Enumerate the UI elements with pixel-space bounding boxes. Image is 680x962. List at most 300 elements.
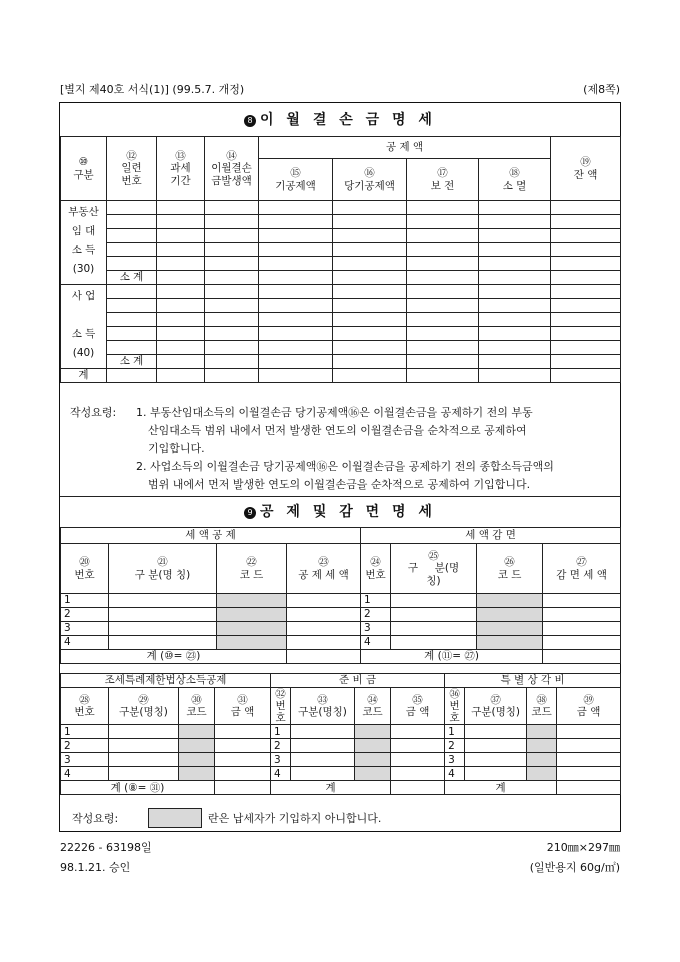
table-cell[interactable] bbox=[479, 369, 551, 383]
table-cell-label: 2 bbox=[271, 739, 291, 753]
reserved-cell bbox=[217, 594, 287, 608]
table-cell bbox=[271, 688, 291, 725]
text-label: ⑲ bbox=[580, 156, 591, 169]
text-label: 잔 액 bbox=[573, 168, 598, 181]
table-cell[interactable] bbox=[259, 201, 333, 215]
table-cell[interactable] bbox=[479, 201, 551, 215]
table-cell[interactable] bbox=[391, 636, 477, 650]
table-cell-label: 3 bbox=[61, 753, 109, 767]
table-cell[interactable] bbox=[465, 739, 527, 753]
table-cell[interactable] bbox=[109, 767, 179, 781]
text-label: ⑰ bbox=[437, 167, 448, 180]
table-cell bbox=[527, 688, 557, 725]
table-cell[interactable] bbox=[333, 355, 407, 369]
table-cell[interactable] bbox=[551, 243, 621, 257]
text-label: 과세 기간 bbox=[170, 162, 191, 187]
table-cell[interactable] bbox=[205, 215, 259, 229]
text-label: ㉘ bbox=[79, 694, 90, 707]
table-cell[interactable] bbox=[291, 767, 355, 781]
text-label: 코드 bbox=[186, 706, 207, 719]
table-cell-label: 4 bbox=[61, 636, 109, 650]
table-cell[interactable] bbox=[465, 725, 527, 739]
text-label: 구분 bbox=[73, 168, 94, 181]
table-cell[interactable] bbox=[107, 327, 157, 341]
table-cell[interactable] bbox=[407, 341, 479, 355]
text-label: 구 분(명 칭) bbox=[134, 568, 191, 581]
table-cell[interactable] bbox=[391, 594, 477, 608]
table-cell[interactable] bbox=[479, 215, 551, 229]
text-label: 1. 부동산임대소득의 이월결손금 당기공제액⑯은 이월결손금을 공제하기 전의 부동 bbox=[136, 406, 533, 419]
table-cell[interactable] bbox=[215, 739, 271, 753]
table-cell[interactable] bbox=[287, 594, 361, 608]
table-cell[interactable] bbox=[407, 243, 479, 257]
text-label: 코드 bbox=[362, 706, 383, 719]
table-cell[interactable] bbox=[205, 257, 259, 271]
footer-paper-type: (일반용지 60g/㎡) bbox=[529, 861, 620, 874]
table-cell[interactable] bbox=[543, 622, 621, 636]
table-cell[interactable] bbox=[157, 215, 205, 229]
table-cell[interactable] bbox=[215, 725, 271, 739]
text-label: ㉛ bbox=[237, 694, 248, 707]
text-label: ⑬ bbox=[175, 150, 186, 163]
table-cell-label: 1 bbox=[61, 725, 109, 739]
text-label: 번호 bbox=[275, 700, 286, 725]
text-label: 범위 내에서 먼저 발생한 연도의 이월결손금을 순차적으로 공제하여 기입합니다. bbox=[148, 478, 531, 491]
text-label: 소 멸 bbox=[502, 179, 527, 192]
table-cell[interactable] bbox=[157, 299, 205, 313]
table-cell[interactable] bbox=[287, 636, 361, 650]
table-cell[interactable] bbox=[407, 355, 479, 369]
table-cell[interactable] bbox=[205, 369, 259, 383]
text-label: ㉟ bbox=[412, 694, 423, 707]
table-cell[interactable] bbox=[333, 229, 407, 243]
table-cell[interactable] bbox=[465, 753, 527, 767]
reserved-cell bbox=[179, 753, 215, 767]
table-cell-label: 2 bbox=[361, 608, 391, 622]
table-cell[interactable] bbox=[157, 271, 205, 285]
table-cell[interactable] bbox=[407, 299, 479, 313]
table-cell[interactable] bbox=[543, 650, 621, 664]
table-cell[interactable] bbox=[259, 355, 333, 369]
table-cell bbox=[391, 544, 477, 594]
table-cell[interactable] bbox=[551, 271, 621, 285]
table-cell[interactable] bbox=[215, 781, 271, 795]
table-cell[interactable] bbox=[259, 299, 333, 313]
reserved-cell bbox=[217, 636, 287, 650]
table-cell-label: 3 bbox=[445, 753, 465, 767]
table-cell[interactable] bbox=[157, 229, 205, 243]
table-cell[interactable] bbox=[259, 313, 333, 327]
text-label: 감 면 세 액 bbox=[556, 568, 607, 581]
table-cell[interactable] bbox=[479, 299, 551, 313]
table-cell[interactable] bbox=[205, 243, 259, 257]
table-cell[interactable] bbox=[259, 271, 333, 285]
text-label: (30) bbox=[72, 263, 95, 275]
text-label: 번호 bbox=[449, 700, 460, 725]
col-loss bbox=[205, 137, 259, 201]
table-cell bbox=[445, 688, 465, 725]
table-cell[interactable] bbox=[205, 299, 259, 313]
table-cell[interactable] bbox=[407, 327, 479, 341]
table-cell[interactable] bbox=[259, 369, 333, 383]
table-cell[interactable] bbox=[543, 608, 621, 622]
table-cell[interactable] bbox=[333, 243, 407, 257]
text-label: 보 전 bbox=[430, 179, 455, 192]
text-label: ㉙ bbox=[138, 694, 149, 707]
subtotal-label-1: 소 계 bbox=[107, 271, 157, 285]
table-cell bbox=[557, 688, 621, 725]
table-cell[interactable] bbox=[205, 355, 259, 369]
table-cell[interactable] bbox=[259, 229, 333, 243]
table-cell[interactable] bbox=[157, 201, 205, 215]
table-cell[interactable] bbox=[205, 271, 259, 285]
tax-credit-header: 세 액 공 제 bbox=[61, 528, 361, 544]
table-cell[interactable] bbox=[391, 739, 445, 753]
table-cell[interactable] bbox=[479, 313, 551, 327]
table-cell[interactable] bbox=[479, 229, 551, 243]
table-cell-label: 4 bbox=[271, 767, 291, 781]
text-label: 기입합니다. bbox=[148, 442, 205, 455]
text-label: ⑳ bbox=[79, 556, 90, 569]
table-cell[interactable] bbox=[333, 201, 407, 215]
text-label: 구분(명칭) bbox=[471, 706, 520, 719]
table-cell-label: 1 bbox=[361, 594, 391, 608]
table-cell[interactable] bbox=[205, 285, 259, 299]
table-cell[interactable] bbox=[551, 257, 621, 271]
table-cell[interactable] bbox=[259, 257, 333, 271]
text-label: ㊳ bbox=[536, 694, 547, 707]
table-cell[interactable] bbox=[333, 313, 407, 327]
table-cell[interactable] bbox=[215, 767, 271, 781]
loss-carryforward-table bbox=[60, 136, 621, 383]
table-cell-label: 1 bbox=[61, 594, 109, 608]
table-cell[interactable] bbox=[157, 313, 205, 327]
table-cell[interactable] bbox=[215, 753, 271, 767]
table-cell[interactable] bbox=[479, 355, 551, 369]
reserved-cell bbox=[355, 739, 391, 753]
text-label: 코 드 bbox=[497, 568, 522, 581]
table-cell[interactable] bbox=[407, 369, 479, 383]
table-cell[interactable] bbox=[557, 781, 621, 795]
text-label: ㉞ bbox=[367, 694, 378, 707]
table-cell[interactable] bbox=[205, 313, 259, 327]
table-cell[interactable] bbox=[551, 285, 621, 299]
text-label: ㊲ bbox=[490, 694, 501, 707]
text-label: 번호 bbox=[74, 568, 95, 581]
reserved-cell bbox=[217, 608, 287, 622]
table-cell[interactable] bbox=[391, 753, 445, 767]
table-cell[interactable] bbox=[291, 739, 355, 753]
table-cell[interactable] bbox=[107, 369, 157, 383]
table-cell[interactable] bbox=[333, 271, 407, 285]
text-label: 구 분(명 칭) bbox=[407, 562, 460, 587]
table-cell[interactable] bbox=[479, 327, 551, 341]
table-cell[interactable] bbox=[107, 285, 157, 299]
table-cell bbox=[361, 544, 391, 594]
table-cell bbox=[109, 688, 179, 725]
table-cell[interactable] bbox=[333, 341, 407, 355]
section-9-note-label: 작성요령: bbox=[72, 812, 119, 825]
table-cell-label: 3 bbox=[361, 622, 391, 636]
group-business bbox=[61, 285, 107, 369]
gray-cell-sample bbox=[148, 808, 202, 828]
reserved-cell bbox=[527, 753, 557, 767]
text-label: 소 득 bbox=[71, 244, 96, 256]
col-extinct bbox=[479, 159, 551, 201]
table-cell-label: 4 bbox=[361, 636, 391, 650]
text-label: 코드 bbox=[531, 706, 552, 719]
table-cell[interactable] bbox=[157, 327, 205, 341]
reserved-cell bbox=[355, 753, 391, 767]
table-cell-label: 4 bbox=[61, 767, 109, 781]
reserved-cell bbox=[527, 725, 557, 739]
table-cell[interactable] bbox=[259, 243, 333, 257]
special-depreciation-header: 특 별 상 각 비 bbox=[445, 674, 621, 688]
table-cell[interactable] bbox=[333, 299, 407, 313]
text-label: 기공제액 bbox=[275, 179, 316, 192]
table-cell[interactable] bbox=[551, 201, 621, 215]
text-label: ㉗ bbox=[576, 556, 587, 569]
footer-paper-size: 210㎜×297㎜ bbox=[546, 841, 620, 854]
table-cell[interactable] bbox=[391, 781, 445, 795]
table-cell[interactable] bbox=[391, 608, 477, 622]
table-cell[interactable] bbox=[157, 285, 205, 299]
table-cell-label: 2 bbox=[445, 739, 465, 753]
table-cell[interactable] bbox=[551, 341, 621, 355]
table-cell[interactable] bbox=[551, 299, 621, 313]
table-cell[interactable] bbox=[557, 725, 621, 739]
table-cell[interactable] bbox=[205, 327, 259, 341]
table-cell[interactable] bbox=[333, 257, 407, 271]
table-cell[interactable] bbox=[109, 753, 179, 767]
text-label: ㉔ bbox=[370, 556, 381, 569]
text-label: ⑭ bbox=[226, 150, 237, 163]
section-9-number: 9 bbox=[244, 507, 256, 519]
table-cell[interactable] bbox=[259, 341, 333, 355]
section-8-number: 8 bbox=[244, 115, 256, 127]
table-cell-label: 4 bbox=[445, 767, 465, 781]
text-label: ㉝ bbox=[317, 694, 328, 707]
table-cell[interactable] bbox=[107, 257, 157, 271]
text-label: ⑩ bbox=[78, 156, 89, 169]
table-cell[interactable] bbox=[551, 313, 621, 327]
text-label: ⑱ bbox=[509, 167, 520, 180]
text-label: 금 액 bbox=[230, 706, 255, 719]
table-cell-label: 1 bbox=[445, 725, 465, 739]
table-cell[interactable] bbox=[551, 355, 621, 369]
total-label: 계 bbox=[61, 369, 107, 383]
table-cell[interactable] bbox=[407, 313, 479, 327]
form-id: [별지 제40호 서식(1)] (99.5.7. 개정) bbox=[60, 83, 245, 96]
col-gubun bbox=[61, 137, 107, 201]
text-label: 부동산 bbox=[68, 206, 99, 218]
table-cell[interactable] bbox=[465, 767, 527, 781]
table-cell[interactable] bbox=[407, 201, 479, 215]
text-label: 구분(명칭) bbox=[119, 706, 168, 719]
table-cell[interactable] bbox=[259, 327, 333, 341]
text-label: 공 제 및 감 면 명 세 bbox=[260, 504, 436, 520]
reserved-cell bbox=[355, 725, 391, 739]
table-cell[interactable] bbox=[557, 739, 621, 753]
reduction-total: 계 (⑪= ㉗) bbox=[361, 650, 543, 664]
text-label: 임 대 bbox=[71, 225, 96, 237]
text-label: 구분(명칭) bbox=[298, 706, 347, 719]
table-cell bbox=[477, 544, 543, 594]
table-cell[interactable] bbox=[259, 285, 333, 299]
table-cell[interactable] bbox=[107, 243, 157, 257]
table-cell[interactable] bbox=[557, 767, 621, 781]
footer-approval: 98.1.21. 승인 bbox=[60, 861, 131, 874]
text-label: 공 제 세 액 bbox=[298, 568, 349, 581]
table-cell bbox=[287, 544, 361, 594]
table-cell[interactable] bbox=[287, 608, 361, 622]
text-label: 산임대소득 범위 내에서 먼저 발생한 연도의 이월결손금을 순차적으로 공제하여 bbox=[148, 424, 527, 437]
table-cell[interactable] bbox=[109, 622, 217, 636]
col-curr bbox=[333, 159, 407, 201]
table-cell[interactable] bbox=[109, 725, 179, 739]
tax-reduction-header: 세 액 감 면 bbox=[361, 528, 621, 544]
table-cell[interactable] bbox=[407, 229, 479, 243]
table-cell bbox=[543, 544, 621, 594]
reserved-cell bbox=[477, 636, 543, 650]
reserve-header: 준 비 금 bbox=[271, 674, 445, 688]
group-realestate bbox=[61, 201, 107, 285]
text-label: ⑫ bbox=[126, 150, 137, 163]
table-cell bbox=[109, 544, 217, 594]
text-label: ⑮ bbox=[290, 167, 301, 180]
table-cell[interactable] bbox=[391, 622, 477, 636]
table-cell[interactable] bbox=[551, 215, 621, 229]
reserved-cell bbox=[179, 767, 215, 781]
table-cell-label: 3 bbox=[61, 622, 109, 636]
table-cell[interactable] bbox=[479, 243, 551, 257]
table-cell[interactable] bbox=[109, 636, 217, 650]
table-cell bbox=[61, 688, 109, 725]
special-dep-total: 계 bbox=[445, 781, 557, 795]
table-cell bbox=[179, 688, 215, 725]
table-cell bbox=[61, 544, 109, 594]
table-cell[interactable] bbox=[333, 369, 407, 383]
table-cell[interactable] bbox=[157, 341, 205, 355]
table-cell[interactable] bbox=[157, 243, 205, 257]
table-cell bbox=[465, 688, 527, 725]
section-9-title bbox=[60, 496, 620, 528]
credit-reduction-table bbox=[60, 527, 621, 664]
col-balance bbox=[551, 137, 621, 201]
text-label: ㉓ bbox=[318, 556, 329, 569]
table-cell[interactable] bbox=[157, 257, 205, 271]
table-cell[interactable] bbox=[333, 215, 407, 229]
table-cell[interactable] bbox=[107, 313, 157, 327]
text-label: 번호 bbox=[74, 706, 95, 719]
table-cell[interactable] bbox=[205, 341, 259, 355]
table-cell[interactable] bbox=[407, 215, 479, 229]
col-period bbox=[157, 137, 205, 201]
text-label: 코 드 bbox=[239, 568, 264, 581]
text-label: 당기공제액 bbox=[344, 179, 395, 192]
table-cell-label: 3 bbox=[271, 753, 291, 767]
table-cell[interactable] bbox=[333, 327, 407, 341]
table-cell[interactable] bbox=[407, 285, 479, 299]
section-8-title bbox=[60, 104, 620, 137]
table-cell[interactable] bbox=[109, 594, 217, 608]
table-cell[interactable] bbox=[287, 650, 361, 664]
text-label: 소 득 bbox=[71, 328, 96, 340]
text-label: 이 월 결 손 금 명 세 bbox=[260, 112, 436, 128]
table-cell[interactable] bbox=[205, 201, 259, 215]
subtotal-label-2: 소 계 bbox=[107, 355, 157, 369]
section-8-notes bbox=[60, 404, 620, 496]
table-cell[interactable] bbox=[205, 229, 259, 243]
table-cell[interactable] bbox=[551, 369, 621, 383]
footer-doc-no: 22226 - 63198일 bbox=[60, 841, 152, 854]
table-cell[interactable] bbox=[543, 636, 621, 650]
table-cell bbox=[355, 688, 391, 725]
table-cell[interactable] bbox=[479, 341, 551, 355]
table-cell[interactable] bbox=[109, 608, 217, 622]
reserved-cell bbox=[477, 594, 543, 608]
text-label: 2. 사업소득의 이월결손금 당기공제액⑯은 이월결손금을 공제하기 전의 종합소득금액의 bbox=[136, 460, 554, 473]
table-cell[interactable] bbox=[107, 341, 157, 355]
text-label: 번호 bbox=[365, 568, 386, 581]
text-label: ㉑ bbox=[157, 556, 168, 569]
reserved-cell bbox=[179, 739, 215, 753]
table-cell bbox=[215, 688, 271, 725]
table-cell[interactable] bbox=[557, 753, 621, 767]
section-9-note-text: 란은 납세자가 기입하지 아니합니다. bbox=[208, 812, 382, 825]
table-cell-label: 2 bbox=[61, 608, 109, 622]
table-cell[interactable] bbox=[109, 739, 179, 753]
table-cell[interactable] bbox=[107, 229, 157, 243]
table-cell[interactable] bbox=[551, 327, 621, 341]
table-cell[interactable] bbox=[291, 725, 355, 739]
text-label bbox=[61, 306, 106, 325]
reserved-cell bbox=[179, 725, 215, 739]
table-cell[interactable] bbox=[107, 299, 157, 313]
table-cell[interactable] bbox=[259, 215, 333, 229]
table-cell-label: 1 bbox=[271, 725, 291, 739]
table-cell[interactable] bbox=[479, 285, 551, 299]
table-cell[interactable] bbox=[479, 257, 551, 271]
table-cell[interactable] bbox=[551, 229, 621, 243]
text-label: ㊴ bbox=[583, 694, 594, 707]
table-cell[interactable] bbox=[407, 271, 479, 285]
text-label: 사 업 bbox=[71, 290, 96, 302]
col-prev bbox=[259, 159, 333, 201]
table-cell[interactable] bbox=[543, 594, 621, 608]
table-cell[interactable] bbox=[407, 257, 479, 271]
table-cell[interactable] bbox=[287, 622, 361, 636]
table-cell bbox=[391, 688, 445, 725]
table-cell[interactable] bbox=[107, 215, 157, 229]
table-cell[interactable] bbox=[391, 725, 445, 739]
table-cell[interactable] bbox=[157, 369, 205, 383]
entry-cell[interactable] bbox=[107, 201, 157, 215]
text-label: ㉚ bbox=[191, 694, 202, 707]
col-deduct: 공 제 액 bbox=[259, 137, 551, 159]
reserved-cell bbox=[477, 608, 543, 622]
text-label: 금 액 bbox=[405, 706, 430, 719]
col-serial bbox=[107, 137, 157, 201]
reserved-cell bbox=[217, 622, 287, 636]
table-cell[interactable] bbox=[333, 285, 407, 299]
table-cell[interactable] bbox=[291, 753, 355, 767]
table-cell[interactable] bbox=[391, 767, 445, 781]
table-cell[interactable] bbox=[157, 355, 205, 369]
text-label: (40) bbox=[72, 347, 95, 359]
table-cell[interactable] bbox=[479, 271, 551, 285]
table-cell bbox=[217, 544, 287, 594]
